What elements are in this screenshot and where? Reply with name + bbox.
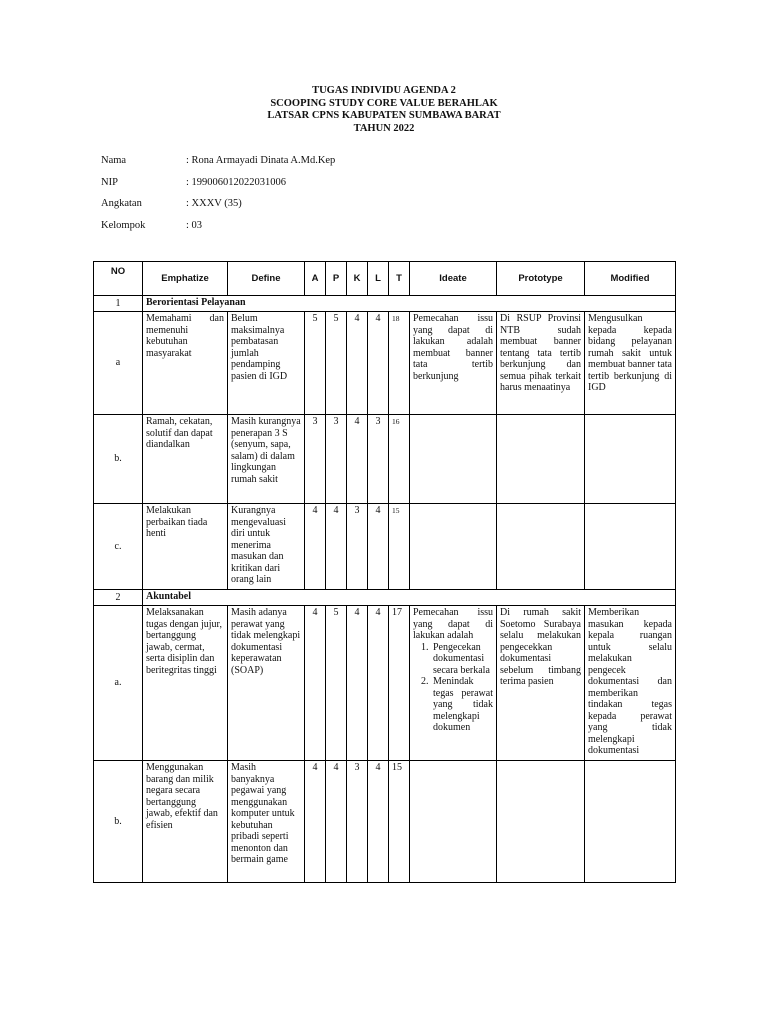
section-row	[94, 590, 676, 606]
score-a: 4	[305, 606, 326, 761]
nip-label: NIP	[101, 177, 118, 188]
ideate-cell	[410, 415, 497, 504]
section-title: Akuntabel	[143, 590, 676, 606]
prototype-cell	[497, 415, 585, 504]
score-l: 4	[368, 504, 389, 590]
score-k: 4	[347, 606, 368, 761]
ideate-cell	[410, 761, 497, 883]
score-a: 5	[305, 312, 326, 415]
define-cell: Masih banyaknya pegawai yang menggunakan komputer untuk kebutuhan pribadi seperti menonton dan bermain game	[228, 761, 305, 883]
define-cell: Masih kurangnya penerapan 3 S (senyum, sapa, salam) di dalam lingkungan rumah sakit	[228, 415, 305, 504]
modified-cell	[585, 415, 676, 504]
ideate-cell: Pemecahan issu yang dapat di lakukan adalah membuat banner tata tertib berkunjung	[410, 312, 497, 415]
score-p: 4	[326, 504, 347, 590]
prototype-cell: Di rumah sakit Soetomo Surabaya selalu melakukan pengecekkan dokumentasi sebelum timbang terima pasien	[497, 606, 585, 761]
prototype-cell: Di RSUP Provinsi NTB sudah membuat banner tentang tata tertib berkunjung dan semua pihak terkait harus menaatinya	[497, 312, 585, 415]
header-define: Define	[228, 262, 305, 296]
row-number: a.	[94, 606, 143, 761]
ideate-intro: Pemecahan issu yang dapat di lakukan adalah	[413, 607, 493, 641]
angkatan-value: : XXXV (35)	[186, 198, 242, 209]
score-l: 3	[368, 415, 389, 504]
header-t: T	[389, 262, 410, 296]
score-t: 15	[389, 504, 410, 590]
table-row	[94, 415, 676, 504]
title-line-3: LATSAR CPNS KABUPATEN SUMBAWA BARAT	[267, 110, 501, 121]
nip-value: : 199006012022031006	[186, 177, 287, 188]
table-row	[94, 761, 676, 883]
section-number: 2	[94, 590, 143, 606]
title-line-4: TAHUN 2022	[353, 122, 415, 134]
header-k: K	[347, 262, 368, 296]
angkatan-label: Angkatan	[101, 198, 142, 209]
header-prototype: Prototype	[497, 262, 585, 296]
table-row	[94, 312, 676, 415]
row-number: c.	[94, 504, 143, 590]
score-a: 4	[305, 761, 326, 883]
score-l: 4	[368, 606, 389, 761]
emphatize-cell: Memahami dan memenuhi kebutuhan masyarakat	[143, 312, 228, 415]
section-row	[94, 296, 676, 312]
score-t: 15	[389, 761, 410, 883]
header-p: P	[326, 262, 347, 296]
list-item: 2. Menindak tegas perawat yang tidak melengkapi dokumen	[431, 676, 493, 734]
define-cell: Belum maksimalnya pembatasan jumlah pendamping pasien di IGD	[228, 312, 305, 415]
define-cell: Masih adanya perawat yang tidak melengkapi dokumentasi keperawatan (SOAP)	[228, 606, 305, 761]
nama-label: Nama	[101, 155, 127, 166]
table-row	[94, 606, 676, 761]
section-number: 1	[94, 296, 143, 312]
modified-cell	[585, 504, 676, 590]
header-ideate: Ideate	[410, 262, 497, 296]
score-l: 4	[368, 312, 389, 415]
emphatize-cell: Menggunakan barang dan milik negara secara bertanggung jawab, efektif dan efisien	[143, 761, 228, 883]
modified-cell: Mengusulkan kepada kepada bidang pelayanan rumah sakit untuk membuat banner tata tertib berkunjung di IGD	[585, 312, 676, 415]
title-line-1: TUGAS INDIVIDU AGENDA 2	[312, 85, 456, 96]
score-k: 4	[347, 312, 368, 415]
score-p: 5	[326, 606, 347, 761]
nama-value: : Rona Armayadi Dinata A.Md.Kep	[186, 155, 336, 166]
emphatize-cell: Ramah, cekatan, solutif dan dapat diandalkan	[143, 415, 228, 504]
define-cell: Kurangnya mengevaluasi diri untuk menerima masukan dan kritikan dari orang lain	[228, 504, 305, 590]
score-p: 4	[326, 761, 347, 883]
kelompok-label: Kelompok	[101, 220, 146, 231]
list-item: 1. Pengecekan dokumentasi secara berkala	[431, 642, 493, 677]
score-k: 3	[347, 504, 368, 590]
prototype-cell	[497, 761, 585, 883]
table-row	[94, 504, 676, 590]
ideate-cell	[410, 504, 497, 590]
row-number: b.	[94, 761, 143, 883]
score-t: 18	[389, 312, 410, 415]
title-line-2: SCOOPING STUDY CORE VALUE BERAHLAK	[270, 97, 498, 109]
header-emphatize: Emphatize	[143, 262, 228, 296]
score-p: 5	[326, 312, 347, 415]
header-no: NO	[94, 262, 143, 296]
score-a: 4	[305, 504, 326, 590]
score-a: 3	[305, 415, 326, 504]
modified-cell: Memberikan masukan kepada kepala ruangan untuk selalu melakukan pengecek dokumentasi dan memberikan tindakan tegas kepada perawat yang tidak melengkapi dokumentasi	[585, 606, 676, 761]
document-title	[0, 85, 768, 135]
section-title: Berorientasi Pelayanan	[143, 296, 676, 312]
table-header-row	[94, 262, 676, 296]
score-l: 4	[368, 761, 389, 883]
row-number: a	[94, 312, 143, 415]
header-a: A	[305, 262, 326, 296]
header-modified: Modified	[585, 262, 676, 296]
emphatize-cell: Melaksanakan tugas dengan jujur, bertanggung jawab, cermat, serta disiplin dan beritegritas tinggi	[143, 606, 228, 761]
score-k: 4	[347, 415, 368, 504]
scooping-table	[93, 261, 676, 883]
modified-cell	[585, 761, 676, 883]
row-number: b.	[94, 415, 143, 504]
score-t: 17	[389, 606, 410, 761]
score-t: 16	[389, 415, 410, 504]
header-l: L	[368, 262, 389, 296]
kelompok-value: : 03	[186, 220, 203, 231]
score-k: 3	[347, 761, 368, 883]
ideate-cell	[410, 606, 497, 761]
prototype-cell	[497, 504, 585, 590]
score-p: 3	[326, 415, 347, 504]
ideate-list	[413, 642, 493, 734]
emphatize-cell: Melakukan perbaikan tiada henti	[143, 504, 228, 590]
